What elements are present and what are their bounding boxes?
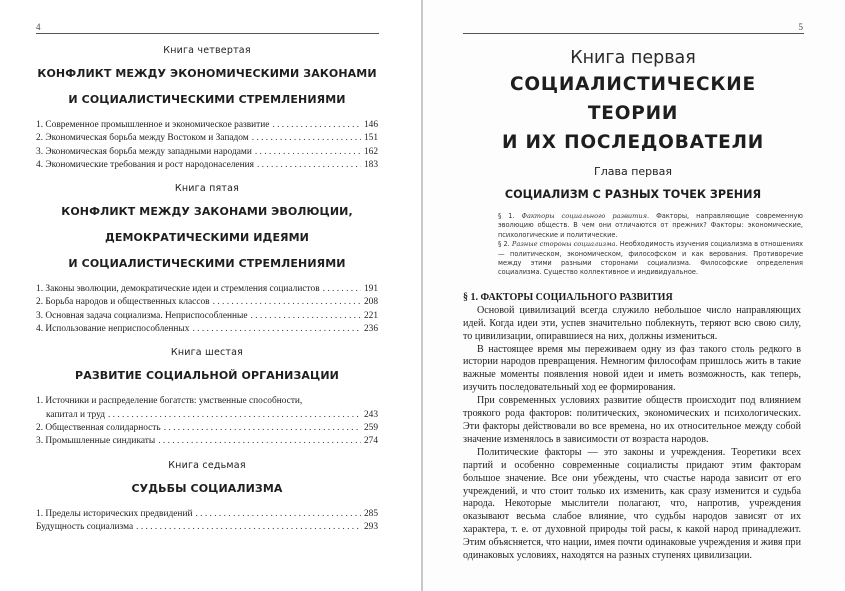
toc-entry-page: 183 [363, 159, 378, 170]
book-title-line: И СОЦИАЛИСТИЧЕСКИМИ СТРЕМЛЕНИЯМИ [68, 93, 346, 106]
toc-entry-title: 2. Экономическая борьба между Востоком и Западом [36, 133, 249, 144]
header-rule [463, 33, 804, 34]
page-number: 4 [36, 22, 41, 32]
header-rule [36, 33, 379, 34]
paragraph: При современных условиях развитие обществ происходит под влиянием троякого рода факторов: политических, экономических и психологических. Эти факторы действовали во все времена, но их относительное между собой значение изменялось в зависимости от возраста народов. [463, 395, 801, 445]
toc-entry[interactable] [36, 159, 378, 172]
toc-entry-page: 259 [363, 422, 378, 433]
toc-entry[interactable] [36, 146, 378, 159]
toc-entry-title: 1. Современное промышленное и экономическое развитие [36, 120, 270, 130]
chapter-label: Глава первая [594, 165, 672, 178]
book-title-line: СОЦИАЛИСТИЧЕСКИЕ ТЕОРИИ [509, 74, 756, 124]
toc-entry-title: 4. Использование неприспособленных [36, 324, 190, 335]
toc-entry[interactable] [36, 435, 378, 448]
toc-entry-page: 274 [363, 436, 378, 447]
toc-entry-page: 236 [363, 324, 378, 335]
toc-entry-page: 146 [363, 120, 378, 130]
toc-entry[interactable] [36, 422, 378, 435]
leader-dots [255, 146, 361, 159]
toc-entry-title: 2. Общественная солидарность [36, 422, 161, 433]
toc-entry-title: Будущность социализма [36, 521, 134, 532]
toc-entry-title: 4. Экономические требования и рост народонаселения [36, 159, 254, 170]
toc-entry-page: 191 [363, 284, 378, 295]
paragraph: В настоящее время мы переживаем одну из фаз такого столь редкого в истории народов превращения. Немногим философам пришлось жить в такие важные моменты появления новой идеи и иметь возможность, как теперь, изучить последовательный ход ее формирования. [463, 343, 801, 394]
leader-dots [252, 132, 361, 145]
table-of-contents [36, 44, 378, 534]
chapter-title: СОЦИАЛИЗМ С РАЗНЫХ ТОЧЕК ЗРЕНИЯ [504, 188, 762, 201]
leader-dots [323, 283, 361, 296]
toc-entry-page: 162 [363, 146, 378, 157]
page-number: 5 [798, 22, 803, 32]
toc-entry[interactable] [36, 132, 378, 145]
right-page [423, 0, 845, 591]
leader-dots [251, 310, 361, 323]
leader-dots [195, 508, 360, 521]
toc-entry[interactable] [36, 508, 378, 521]
abstract-text: Факторы, направляющие современную эволюцию обществ. В чем они отличаются от прежних? Факторы: экономические, психологические и политические. [498, 212, 803, 239]
toc-entry-page: 285 [363, 508, 378, 519]
book-label: Книга седьмая [168, 459, 246, 471]
toc-entry-title: 1. Пределы исторических предвидений [36, 508, 193, 519]
book-title-line: И СОЦИАЛИСТИЧЕСКИМИ СТРЕМЛЕНИЯМИ [68, 257, 346, 271]
toc-entry[interactable] [36, 283, 378, 296]
toc-entry-page: 243 [363, 409, 378, 420]
book-title-line: И ИХ ПОСЛЕДОВАТЕЛИ [501, 132, 765, 153]
abstract-item [498, 212, 803, 240]
paragraph: Основой цивилизаций всегда служило небольшое число направляющих идей. Когда идеи эти, успев значительно поблекнуть, теряют всю свою силу, то цивилизации, опиравшиеся на них, должны измениться. [463, 304, 801, 342]
book-title-line: СУДЬБЫ СОЦИАЛИЗМА [131, 481, 283, 495]
chapter-abstract [498, 212, 803, 278]
book-title-line: КОНФЛИКТ МЕЖДУ ЭКОНОМИЧЕСКИМИ ЗАКОНАМИ [37, 67, 377, 80]
toc-entry[interactable] [36, 409, 378, 422]
abstract-title: Факторы социального развития. [521, 212, 650, 220]
toc-entry-page: 208 [363, 297, 378, 308]
toc-entry-page: 293 [363, 521, 378, 532]
toc-list [36, 283, 378, 336]
toc-entry-continuation: капитал и труд [46, 409, 105, 420]
book-label: Книга четвертая [163, 45, 251, 56]
toc-entry-title[interactable]: 1. Источники и распределение богатств: умственные способности, [36, 396, 303, 407]
toc-entry-title: 2. Борьба народов и общественных классов [36, 297, 210, 308]
toc-entry-title: 3. Экономическая борьба между западными народами [36, 146, 252, 157]
leader-dots [158, 435, 361, 448]
abstract-num: § 2. [498, 240, 510, 249]
leader-dots [192, 323, 361, 336]
toc-entry[interactable] [36, 323, 378, 336]
toc-entry-title: 3. Основная задача социализма. Неприспособленные [36, 310, 248, 321]
toc-list [36, 395, 378, 448]
abstract-item [498, 240, 803, 278]
paragraph: Политические факторы — это законы и учреждения. Теоретики всех партий и особенно современные социалисты придают этим факторам большое значение. Все они убеждены, что счастье народа зависит от его учреждений, и что стоит только их изменить, как сразу изменится и судьба народа. Некоторые мыслители полагают, что, напротив, учреждения оказывают весьма слабое влияние, что судьбы народов зависят от их характера, т. е. от духовной природы той расы, к какой народ принадлежит. Этим объясняется, что нации, имея почти одинаковые учреждения и живя при одинаковых условиях, находятся на разных ступенях цивилизации. [463, 446, 801, 562]
left-page [0, 0, 421, 591]
toc-entry-title: 3. Промышленные синдикаты [36, 436, 156, 447]
leader-dots [108, 409, 361, 422]
chapter-content [463, 46, 803, 563]
toc-entry[interactable] [36, 296, 378, 309]
book-label: Книга первая [570, 48, 696, 68]
section-heading: § 1. ФАКТОРЫ СОЦИАЛЬНОГО РАЗВИТИЯ [463, 291, 673, 303]
toc-entry-page: 221 [363, 310, 378, 321]
leader-dots [272, 119, 361, 132]
book-label: Книга шестая [170, 347, 244, 359]
toc-entry-page: 151 [363, 133, 378, 144]
toc-entry[interactable] [36, 119, 378, 132]
book-title-line: КОНФЛИКТ МЕЖДУ ЗАКОНАМИ ЭВОЛЮЦИИ, [61, 205, 353, 219]
leader-dots [136, 521, 361, 534]
abstract-text: Необходимость изучения социализма в отношениях — политическом, экономическом, философском и как верования. Противоречие между этими разными сторонами социализма. Философские определения социализма. Существо коллективное и индивидуальное. [498, 240, 803, 277]
abstract-num: § 1. [498, 212, 515, 220]
book-label: Книга пятая [174, 183, 240, 195]
leader-dots [213, 296, 361, 309]
body-text [463, 305, 801, 563]
leader-dots [257, 159, 361, 172]
toc-entry-title: 1. Законы эволюции, демократические идеи и стремления социалистов [36, 284, 320, 295]
book-title-line: ДЕМОКРАТИЧЕСКИМИ ИДЕЯМИ [105, 231, 309, 245]
book-title-line: РАЗВИТИЕ СОЦИАЛЬНОЙ ОРГАНИЗАЦИИ [75, 369, 339, 383]
leader-dots [164, 422, 361, 435]
toc-entry[interactable] [36, 521, 378, 534]
toc-list [36, 508, 378, 535]
abstract-title: Разные стороны социализма. [511, 240, 618, 249]
toc-entry[interactable] [36, 310, 378, 323]
toc-list [36, 119, 378, 172]
